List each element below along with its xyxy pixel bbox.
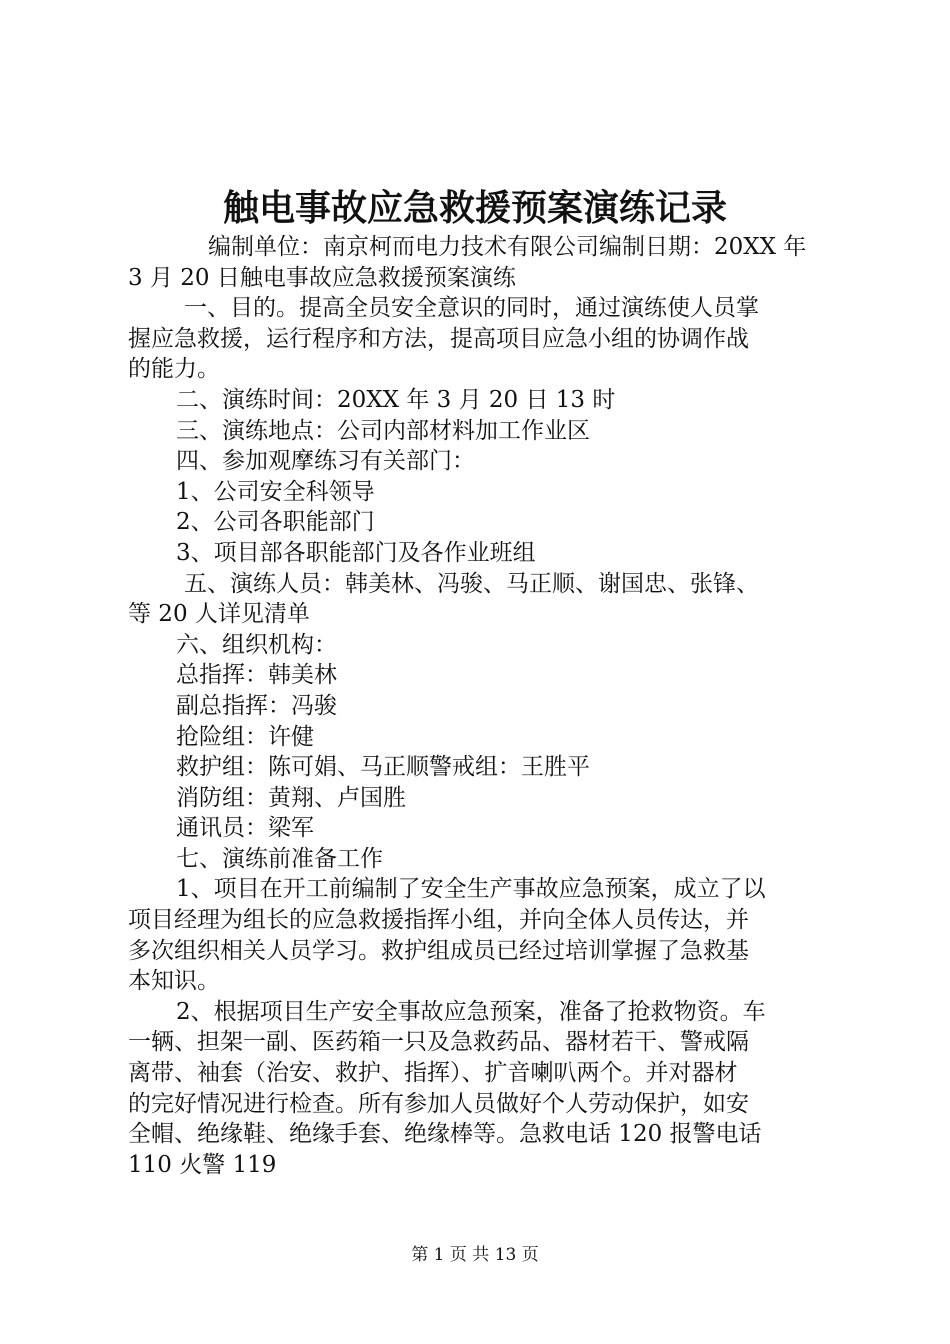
- text-line: 110 火警 119: [128, 1151, 277, 1178]
- text-line: 3、项目部各职能部门及各作业班组: [176, 539, 536, 566]
- text-line: 一、目的。提高全员安全意识的同时，通过演练使人员掌: [184, 295, 759, 322]
- text-line: 消防组：黄翔、卢国胜: [176, 784, 406, 811]
- text-line: 的完好情况进行检查。所有参加人员做好个人劳动保护，如安: [128, 1090, 749, 1117]
- text-line: 一辆、担架一副、医药箱一只及急救药品、器材若干、警戒隔: [128, 1029, 749, 1056]
- text-line: 2、公司各职能部门: [176, 509, 375, 536]
- text-line: 等 20 人详见清单: [128, 601, 310, 628]
- text-line: 2、根据项目生产安全事故应急预案，准备了抢救物资。车: [176, 998, 766, 1025]
- text-line: 编制单位：南京柯而电力技术有限公司编制日期：20XX 年: [208, 234, 807, 260]
- text-line: 四、参加观摩练习有关部门：: [176, 448, 475, 475]
- text-line: 救护组：陈可娟、马正顺警戒组：王胜平: [176, 754, 590, 781]
- text-line: 三、演练地点：公司内部材料加工作业区: [176, 417, 590, 444]
- text-line: 本知识。: [128, 968, 220, 995]
- text-line: 多次组织相关人员学习。救护组成员已经过培训掌握了急救基: [128, 937, 749, 964]
- text-line: 五、演练人员：韩美林、冯骏、马正顺、谢国忠、张锋、: [184, 570, 759, 597]
- text-line: 六、组织机构：: [176, 631, 337, 658]
- text-line: 握应急救援，运行程序和方法，提高项目应急小组的协调作战: [128, 325, 749, 352]
- text-line: 的能力。: [128, 356, 220, 383]
- text-line: 抢险组：许健: [176, 723, 314, 750]
- text-line: 1、项目在开工前编制了安全生产事故应急预案，成立了以: [176, 876, 766, 903]
- text-line: 项目经理为组长的应急救援指挥小组，并向全体人员传达，并: [128, 907, 749, 934]
- document-body: [128, 232, 832, 1180]
- text-line: 3 月 20 日触电事故应急救援预案演练: [128, 264, 516, 291]
- text-line: 七、演练前准备工作: [176, 845, 383, 872]
- text-line: 1、公司安全科领导: [176, 478, 375, 505]
- text-line: 通讯员：梁军: [176, 815, 314, 842]
- text-line: 离带、袖套（治安、救护、指挥）、扩音喇叭两个。并对器材: [128, 1060, 738, 1087]
- text-line: 副总指挥：冯骏: [176, 692, 337, 719]
- text-line: 全帽、绝缘鞋、绝缘手套、绝缘棒等。急救电话 120 报警电话: [128, 1121, 762, 1148]
- text-line: 二、演练时间：20XX 年 3 月 20 日 13 时: [176, 386, 616, 413]
- page-footer: 第 1 页 共 13 页: [411, 1245, 539, 1265]
- document-title: 触电事故应急救援预案演练记录: [222, 187, 727, 229]
- text-line: 总指挥：韩美林: [176, 662, 337, 689]
